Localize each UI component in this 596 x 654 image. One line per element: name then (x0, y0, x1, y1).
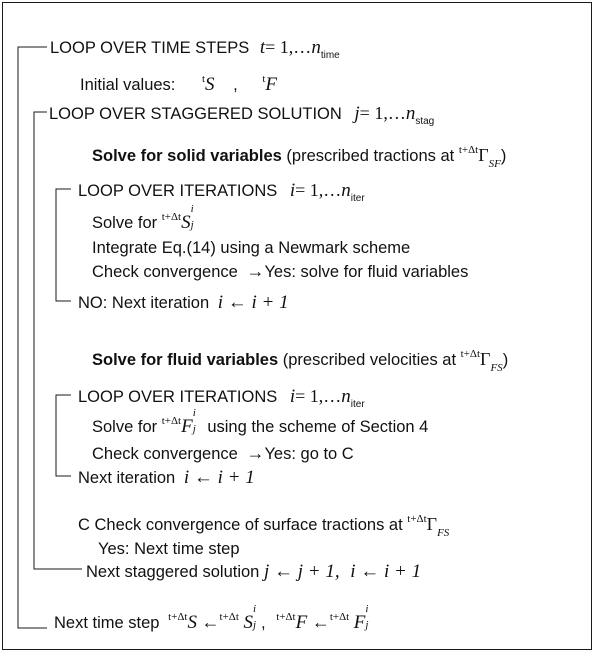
iter2-var: i (289, 386, 296, 407)
stag-n: n (405, 103, 416, 124)
solve-solid-rest: (prescribed tractions at (286, 147, 455, 165)
solid-gamma-sub: SF (488, 158, 501, 170)
solid-close: ) (500, 147, 507, 165)
initial-values (80, 74, 277, 94)
staggered-loop-bracket (34, 112, 82, 569)
next-time-s2: S (243, 612, 254, 633)
fluid-gamma-sup: t+Δt (460, 348, 481, 360)
check-convergence-2 (92, 444, 354, 463)
next-time-comma: , (261, 614, 266, 632)
solve-s-sup: t+Δt (161, 211, 182, 223)
next-time-subj2: j (365, 619, 369, 631)
next-staggered-solution (86, 562, 421, 581)
loop-iterations-2 (78, 387, 365, 410)
next-time-sup1: t+Δt (168, 611, 188, 623)
iter2-range: = 1,… (295, 386, 342, 406)
check2-arrow: → (246, 443, 265, 463)
next-time-sup4: t+Δt (329, 611, 350, 623)
check-c-gamma: Γ (426, 514, 438, 534)
no-next-label: NO: Next iteration (78, 294, 210, 312)
solve-f-label: Solve for (92, 418, 158, 436)
iter1-range: = 1,… (295, 180, 342, 200)
iter2-n-sub: iter (350, 399, 365, 410)
iter1-var: i (289, 180, 296, 201)
initial-comma: , (233, 76, 238, 94)
loop-time-label: LOOP OVER TIME STEPS (50, 39, 250, 57)
check-c-gamma-sup: t+Δt (407, 513, 427, 525)
check-c-gamma-sub: FS (437, 527, 450, 539)
initial-s-sup: t (201, 73, 206, 85)
next-time-label: Next time step (54, 614, 160, 632)
fluid-gamma: Γ (480, 349, 491, 369)
loop-time-steps (50, 38, 340, 61)
iteration-loop-1-bracket (56, 189, 71, 301)
check1-label: Check convergence (92, 263, 238, 281)
check-surface-tractions (78, 514, 449, 539)
next-time-sup2: t+Δt (219, 611, 239, 623)
loop-staggered (49, 104, 434, 127)
time-n-sub: time (320, 50, 340, 61)
next-time-s1: S (187, 612, 197, 633)
time-loop-bracket (18, 47, 47, 628)
next-time-step (54, 603, 373, 633)
stag-var: j (354, 103, 360, 124)
solve-for-f (92, 407, 429, 437)
next-stag-label: Next staggered solution (86, 563, 260, 581)
loop-iter2-label: LOOP OVER ITERATIONS (78, 388, 278, 406)
yes-next-time-step: Yes: Next time step (98, 540, 240, 558)
next-stag-expr2: i ← i + 1 (350, 561, 422, 582)
loop-stag-label: LOOP OVER STAGGERED SOLUTION (49, 105, 342, 123)
next-time-arrow2: ← (311, 612, 330, 632)
integrate-step: Integrate Eq.(14) using a Newmark scheme (92, 239, 411, 257)
check2-rest: Yes: go to C (264, 445, 354, 463)
solve-fluid-rest: (prescribed velocities at (282, 351, 457, 369)
next-time-f2: F (353, 612, 366, 633)
check2-label: Check convergence (92, 445, 238, 463)
initial-s: S (205, 74, 215, 95)
solve-s-label: Solve for (92, 214, 158, 232)
solve-f-rest: using the scheme of Section 4 (207, 418, 429, 436)
iteration-loop-2-bracket (56, 395, 71, 476)
loop-iterations-1 (78, 181, 365, 204)
next-time-subj1: j (253, 619, 257, 631)
next-time-supi1: i (253, 603, 257, 615)
solve-fluid-bold: Solve for fluid variables (92, 351, 279, 369)
iter2-n: n (341, 386, 351, 407)
check-convergence-1 (92, 262, 468, 281)
solid-gamma-sup: t+Δt (458, 144, 479, 156)
iter1-n-sub: iter (350, 193, 365, 204)
time-n: n (311, 37, 321, 58)
solve-f-sym: F (181, 416, 193, 437)
next-time-supi2: i (365, 603, 369, 615)
next-time-f1: F (295, 612, 308, 633)
solve-s-supi: i (190, 203, 194, 215)
next-stag-expr1: j ← j + 1, (263, 561, 340, 582)
stag-n-sub: stag (415, 116, 435, 127)
next-time-arrow1: ← (201, 612, 220, 632)
check1-rest: Yes: solve for fluid variables (264, 263, 469, 281)
time-range: = 1,… (265, 37, 312, 57)
next-iteration (78, 468, 255, 487)
check-c-label: C Check convergence of surface tractions at (78, 516, 403, 534)
check1-arrow: → (246, 261, 265, 281)
solve-f-supi: i (192, 407, 196, 419)
solve-fluid (92, 349, 508, 374)
solve-f-sup: t+Δt (161, 415, 182, 427)
solve-s-sym: S (181, 212, 191, 233)
solve-f-subj: j (192, 423, 196, 435)
next-iter-label: Next iteration (78, 469, 176, 487)
initial-label: Initial values: (80, 76, 176, 94)
solve-s-subj: j (190, 219, 194, 231)
time-var: t (259, 37, 266, 58)
solid-gamma: Γ (478, 145, 489, 165)
fluid-gamma-sub: FS (490, 362, 503, 374)
initial-f: F (265, 74, 277, 95)
fluid-close: ) (502, 351, 509, 369)
solve-solid-bold: Solve for solid variables (92, 147, 282, 165)
next-iter-expr: i ← i + 1 (183, 467, 255, 488)
no-next-iteration (78, 293, 289, 312)
solve-for-s (92, 203, 199, 233)
stag-range: = 1,… (359, 103, 406, 123)
no-next-expr: i ← i + 1 (217, 292, 289, 313)
iter1-n: n (341, 180, 351, 201)
solve-solid (92, 145, 506, 170)
loop-iter1-label: LOOP OVER ITERATIONS (78, 182, 278, 200)
next-time-sup3: t+Δt (276, 611, 296, 623)
initial-f-sup: t (262, 73, 266, 85)
